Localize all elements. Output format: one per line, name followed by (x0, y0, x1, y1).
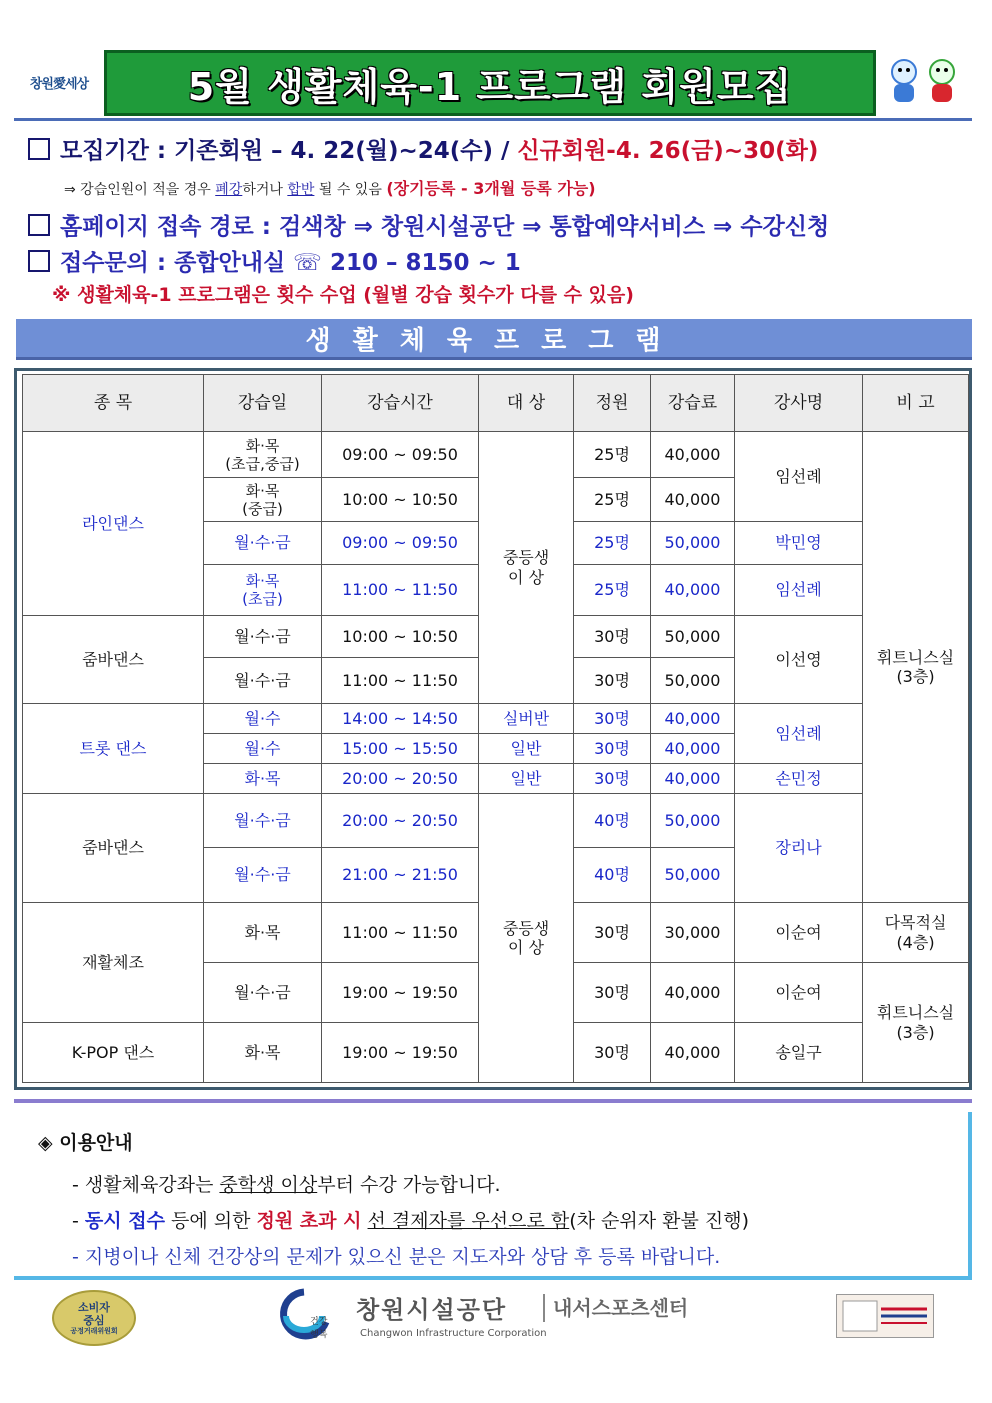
page-title-box (104, 50, 876, 116)
capacity: 30명 (574, 764, 651, 794)
capacity: 40명 (574, 848, 651, 903)
instructor: 임선례 (735, 704, 863, 764)
fee: 50,000 (651, 616, 735, 658)
section-divider (14, 1099, 972, 1103)
recruit-period: 모집기간 : 기존회원 – 4. 22(월)~24(수) / 신규회원-4. 26(금)~30(화) (28, 132, 818, 165)
table-header-row (23, 375, 969, 432)
program-name: 줌바댄스 (23, 794, 204, 903)
class-days: 월·수 (204, 704, 322, 734)
info-line-2: - 동시 접수 등에 의한 정원 초과 시 선 결제자를 우선으로 함(차 순위자 환불 진행) (72, 1210, 749, 1232)
class-days: 월·수·금 (204, 658, 322, 704)
mascot-image (884, 56, 968, 108)
header-cell: 비 고 (863, 375, 969, 432)
table-row (23, 432, 969, 478)
instructor: 장리나 (735, 794, 863, 903)
class-warning: ※ 생활체육-1 프로그램은 횟수 수업 (월별 강습 횟수가 다를 수 있음) (52, 284, 634, 306)
section-banner: 생활체육프로그램 (16, 319, 972, 360)
fee: 30,000 (651, 903, 735, 963)
class-time: 19:00 ~ 19:50 (322, 1023, 479, 1083)
fee: 40,000 (651, 565, 735, 616)
info-line-1: - 생활체육강좌는 중학생 이상부터 수강 가능합니다. (72, 1174, 501, 1196)
fee: 50,000 (651, 794, 735, 848)
fee: 40,000 (651, 478, 735, 522)
program-name: 트롯 댄스 (23, 704, 204, 794)
fee: 40,000 (651, 963, 735, 1023)
instructor: 이순여 (735, 903, 863, 963)
info-title: ◈ 이용안내 (38, 1132, 133, 1154)
checkbox-icon (28, 214, 50, 236)
fee: 40,000 (651, 1023, 735, 1083)
target-audience: 일반 (479, 764, 574, 794)
class-days: 화·목 (초급,중급) (204, 432, 322, 478)
target-audience: 실버반 (479, 704, 574, 734)
capacity: 40명 (574, 794, 651, 848)
table-row (23, 794, 969, 848)
class-time: 20:00 ~ 20:50 (322, 794, 479, 848)
capacity: 30명 (574, 734, 651, 764)
certification-logo (836, 1294, 934, 1338)
program-name: 재활체조 (23, 903, 204, 1023)
homepage-path: 홈페이지 접속 경로 : 검색창 ⇒ 창원시설공단 ⇒ 통합예약서비스 ⇒ 수강신청 (28, 208, 829, 241)
class-time: 14:00 ~ 14:50 (322, 704, 479, 734)
class-time: 19:00 ~ 19:50 (322, 963, 479, 1023)
fee: 40,000 (651, 704, 735, 734)
class-time: 10:00 ~ 10:50 (322, 478, 479, 522)
class-days: 월·수·금 (204, 963, 322, 1023)
capacity: 30명 (574, 616, 651, 658)
header-cell: 정원 (574, 375, 651, 432)
header-cell: 강습시간 (322, 375, 479, 432)
target-audience: 중등생 이 상 (479, 794, 574, 1083)
header-cell: 강습일 (204, 375, 322, 432)
capacity: 30명 (574, 658, 651, 704)
capacity: 30명 (574, 903, 651, 963)
program-name: 라인댄스 (23, 432, 204, 616)
page-title: 5월 생활체육-1 프로그램 회원모집 (187, 64, 793, 109)
remark: 휘트니스실 (3층) (863, 432, 969, 903)
class-time: 11:00 ~ 11:50 (322, 565, 479, 616)
capacity: 30명 (574, 704, 651, 734)
capacity: 25명 (574, 432, 651, 478)
class-time: 15:00 ~ 15:50 (322, 734, 479, 764)
table-row (23, 704, 969, 734)
capacity: 25명 (574, 478, 651, 522)
class-days: 화·목 (204, 903, 322, 963)
class-days: 화·목 (204, 764, 322, 794)
header-cell: 종 목 (23, 375, 204, 432)
class-time: 20:00 ~ 20:50 (322, 764, 479, 794)
remark: 다목적실 (4층) (863, 903, 969, 963)
class-time: 11:00 ~ 11:50 (322, 903, 479, 963)
class-days: 월·수 (204, 734, 322, 764)
slogan: 건강 행복 (310, 1317, 328, 1340)
fee: 40,000 (651, 432, 735, 478)
instructor: 박민영 (735, 522, 863, 565)
class-time: 10:00 ~ 10:50 (322, 616, 479, 658)
class-days: 월·수·금 (204, 848, 322, 903)
instructor: 임선례 (735, 432, 863, 522)
class-time: 09:00 ~ 09:50 (322, 432, 479, 478)
info-line-3: - 지병이나 신체 건강상의 문제가 있으신 분은 지도자와 상담 후 등록 바랍니다. (72, 1246, 721, 1268)
capacity: 25명 (574, 522, 651, 565)
instructor: 손민정 (735, 764, 863, 794)
checkbox-icon (28, 138, 50, 160)
contact-info: 접수문의 : 종합안내실 ☏ 210 – 8150 ~ 1 (28, 244, 521, 277)
fee: 50,000 (651, 658, 735, 704)
fee: 50,000 (651, 848, 735, 903)
brand-name-en: Changwon Infrastructure Corporation (360, 1328, 547, 1339)
instructor: 임선례 (735, 565, 863, 616)
capacity: 30명 (574, 963, 651, 1023)
fee: 50,000 (651, 522, 735, 565)
instructor: 이순여 (735, 963, 863, 1023)
remark: 휘트니스실 (3층) (863, 963, 969, 1083)
consumer-badge-logo: 소비자 중심 공정거래위원회 (52, 1290, 136, 1346)
class-days: 화·목 (초급) (204, 565, 322, 616)
class-days: 화·목 (중급) (204, 478, 322, 522)
checkbox-icon (28, 250, 50, 272)
program-table (22, 374, 969, 1083)
brand-name: 창원시설공단 (356, 1296, 508, 1324)
corporation-logo-icon (264, 1286, 344, 1344)
class-days: 월·수·금 (204, 522, 322, 565)
header-cell: 대 상 (479, 375, 574, 432)
recruit-note: ⇒ 강습인원이 적을 경우 폐강하거나 합반 될 수 있음 (장기등록 - 3개월 등록 가능) (64, 179, 596, 198)
capacity: 25명 (574, 565, 651, 616)
class-days: 화·목 (204, 1023, 322, 1083)
capacity: 30명 (574, 1023, 651, 1083)
instructor: 송일구 (735, 1023, 863, 1083)
brand-separator (543, 1294, 545, 1322)
instructor: 이선영 (735, 616, 863, 704)
class-time: 11:00 ~ 11:50 (322, 658, 479, 704)
fee: 40,000 (651, 734, 735, 764)
target-audience: 중등생 이 상 (479, 432, 574, 704)
class-days: 월·수·금 (204, 794, 322, 848)
header-divider (14, 118, 972, 121)
center-name: 내서스포츠센터 (553, 1296, 689, 1320)
class-days: 월·수·금 (204, 616, 322, 658)
fee: 40,000 (651, 764, 735, 794)
program-name: K-POP 댄스 (23, 1023, 204, 1083)
program-name: 줌바댄스 (23, 616, 204, 704)
class-time: 09:00 ~ 09:50 (322, 522, 479, 565)
header-cell: 강사명 (735, 375, 863, 432)
target-audience: 일반 (479, 734, 574, 764)
class-time: 21:00 ~ 21:50 (322, 848, 479, 903)
header-cell: 강습료 (651, 375, 735, 432)
city-logo: 창원愛세상 (29, 76, 89, 92)
